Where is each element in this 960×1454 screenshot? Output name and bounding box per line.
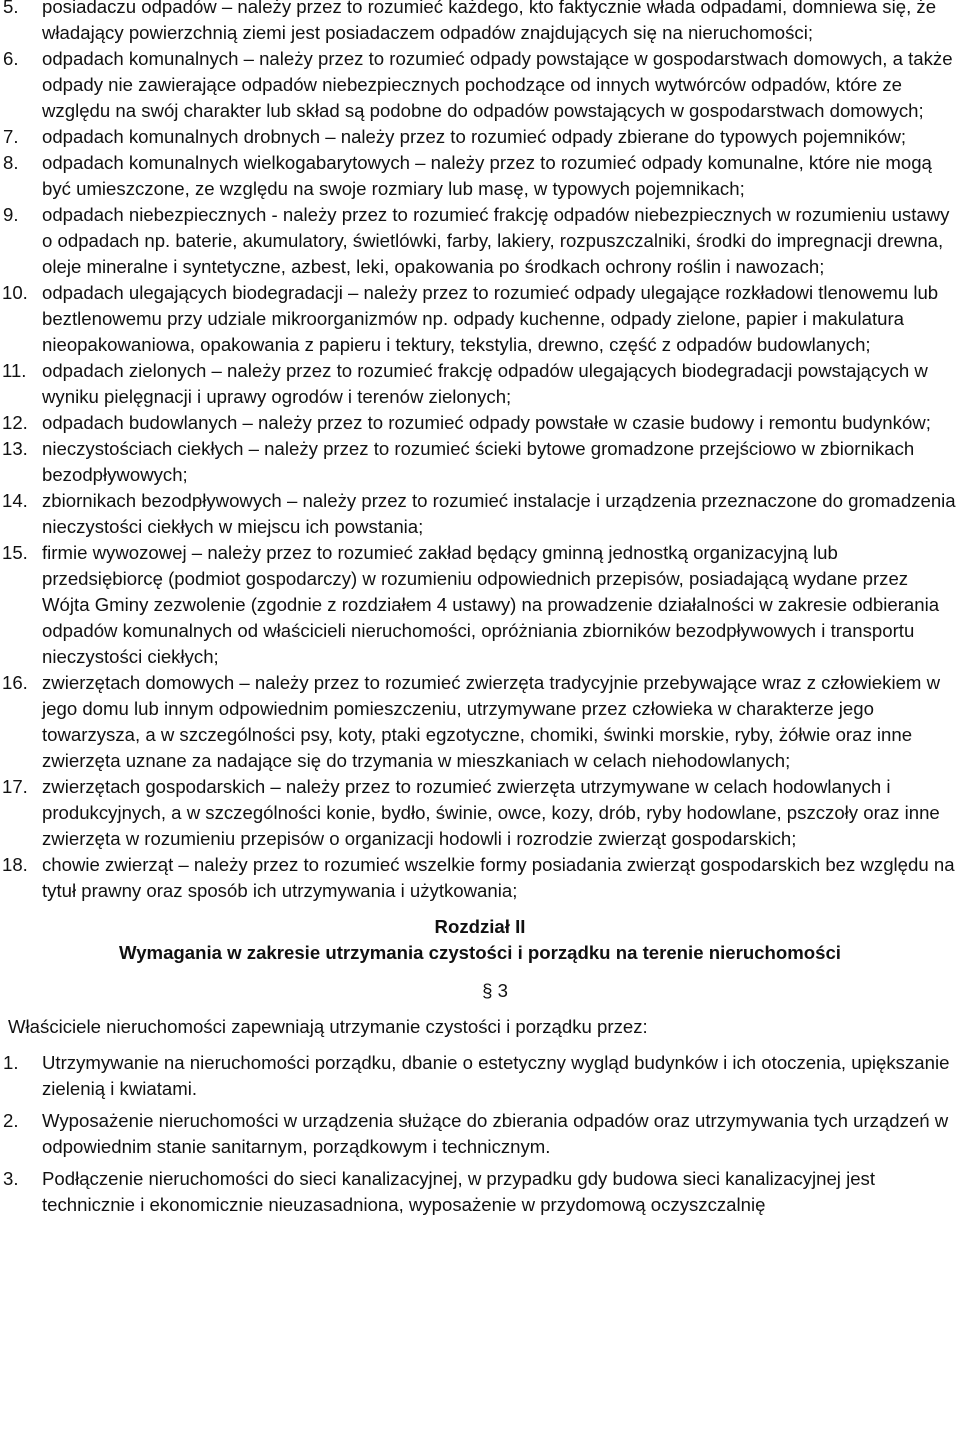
intro-sentence: Właściciele nieruchomości zapewniają utrzymanie czystości i porządku przez:	[8, 1016, 648, 1037]
item-number: 7.	[3, 126, 19, 147]
definition-item-16	[0, 670, 960, 774]
chapter-heading	[0, 914, 960, 966]
duty-item-1	[0, 1050, 960, 1102]
item-number: 9.	[3, 204, 19, 225]
item-text: zwierzętach gospodarskich – należy przez to rozumieć zwierzęta utrzymywane w celach hodowlanych i produkcyjnych, a w szczególności konie, bydło, świnie, owce, kozy, drób, ryby hodowlane, pszczoły oraz inne zwierzęta w rozumieniu przepisów o organizacji hodowli i rozrodzie zwierząt gospodarskich;	[42, 776, 940, 849]
definition-item-10	[0, 280, 960, 358]
item-text: odpadach ulegających biodegradacji – należy przez to rozumieć odpady ulegające rozkładowi tlenowemu lub beztlenowemu przy udziale mikroorganizmów np. odpady kuchenne, odpady zielone, papier i makulatura nieopakowaniowa, opakowania z papieru i tektury, tekstylia, drewno, część z odpadów budowlanych;	[42, 282, 939, 355]
item-number: 3.	[3, 1168, 19, 1189]
definition-item-12	[0, 410, 960, 436]
item-text: odpadach komunalnych drobnych – należy przez to rozumieć odpady zbierane do typowych pojemników;	[42, 126, 907, 147]
duty-item-3	[0, 1166, 960, 1218]
definition-item-13	[0, 436, 960, 488]
item-number: 18.	[2, 854, 28, 875]
item-text: odpadach komunalnych – należy przez to rozumieć odpady powstające w gospodarstwach domowych, a także odpady nie zawierające odpadów niebezpiecznych pochodzące od innych wytwórców odpadów, które ze względu na swój charakter lub skład są podobne do odpadów powstających w gospodarstwach domowych;	[42, 48, 953, 121]
item-number: 5.	[3, 0, 19, 17]
item-number: 16.	[2, 672, 28, 693]
duty-item-2	[0, 1108, 960, 1160]
item-text: odpadach niebezpiecznych - należy przez to rozumieć frakcję odpadów niebezpiecznych w rozumieniu ustawy o odpadach np. baterie, akumulatory, świetlówki, farby, lakiery, rozpuszczalniki, środki do impregnacji drewna, oleje mineralne i syntetyczne, azbest, leki, opakowania po środkach ochrony roślin i nawozach;	[42, 204, 950, 277]
item-text: Utrzymywanie na nieruchomości porządku, dbanie o estetyczny wygląd budynków i ich otoczenia, upiększanie zielenią i kwiatami.	[42, 1052, 950, 1099]
item-number: 10.	[2, 282, 28, 303]
section-sign: § 3	[482, 980, 508, 1001]
definition-item-5	[0, 0, 960, 46]
definition-item-9	[0, 202, 960, 280]
item-number: 17.	[2, 776, 28, 797]
chapter-label: Rozdział II	[434, 916, 526, 937]
definition-item-7	[0, 124, 960, 150]
item-number: 15.	[2, 542, 28, 563]
definition-item-15	[0, 540, 960, 670]
definition-item-8	[0, 150, 960, 202]
item-number: 8.	[3, 152, 19, 173]
item-text: odpadach komunalnych wielkogabarytowych – należy przez to rozumieć odpady komunalne, które nie mogą być umieszczone, ze względu na swoje rozmiary lub masę, w typowych pojemnikach;	[42, 152, 932, 199]
definition-item-11	[0, 358, 960, 410]
item-text: odpadach zielonych – należy przez to rozumieć frakcję odpadów ulegających biodegradacji powstających w wyniku pielęgnacji i uprawy ogrodów i terenów zielonych;	[42, 360, 928, 407]
item-text: firmie wywozowej – należy przez to rozumieć zakład będący gminną jednostką organizacyjną lub przedsiębiorcę (podmiot gospodarczy) w rozumieniu odpowiednich przepisów, posiadającą wydane przez Wójta Gminy zezwolenie (zgodnie z rozdziałem 4 ustawy) na prowadzenie działalności w zakresie odbierania odpadów komunalnych od właścicieli nieruchomości, opróżniania zbiorników bezodpływowych i transportu nieczystości ciekłych;	[42, 542, 940, 667]
item-text: nieczystościach ciekłych – należy przez to rozumieć ścieki bytowe gromadzone przejściowo w zbiornikach bezodpływowych;	[42, 438, 915, 485]
definition-item-14	[0, 488, 960, 540]
chapter-title: Wymagania w zakresie utrzymania czystości i porządku na terenie nieruchomości	[119, 942, 841, 963]
item-number: 12.	[2, 412, 28, 433]
item-number: 6.	[3, 48, 19, 69]
item-number: 13.	[2, 438, 28, 459]
item-text: zbiornikach bezodpływowych – należy przez to rozumieć instalacje i urządzenia przeznaczone do gromadzenia nieczystości ciekłych w miejscu ich powstania;	[42, 490, 956, 537]
item-number: 11.	[2, 360, 27, 381]
duties-list	[0, 1050, 960, 1218]
item-text: chowie zwierząt – należy przez to rozumieć wszelkie formy posiadania zwierząt gospodarskich bez względu na tytuł prawny oraz sposób ich utrzymywania i użytkowania;	[42, 854, 955, 901]
item-number: 14.	[2, 490, 28, 511]
item-text: zwierzętach domowych – należy przez to rozumieć zwierzęta tradycyjnie przebywające wraz z człowiekiem w jego domu lub innym odpowiednim pomieszczeniu, utrzymywane przez człowieka w charakterze jego towarzysza, a w szczególności psy, koty, ptaki egzotyczne, chomiki, świnki morskie, ryby, żółwie oraz inne zwierzęta uznane za nadające się do trzymania w mieszkaniach w celach niehodowlanych;	[42, 672, 940, 771]
definition-item-18	[0, 852, 960, 904]
item-number: 1.	[3, 1052, 19, 1073]
item-text: Wyposażenie nieruchomości w urządzenia służące do zbierania odpadów oraz utrzymywania tych urządzeń w odpowiednim stanie sanitarnym, porządkowym i technicznym.	[42, 1110, 949, 1157]
definition-item-6	[0, 46, 960, 124]
item-number: 2.	[3, 1110, 19, 1131]
item-text: Podłączenie nieruchomości do sieci kanalizacyjnej, w przypadku gdy budowa sieci kanalizacyjnej jest technicznie i ekonomicznie nieuzasadniona, wyposażenie w przydomową oczyszczalnię	[42, 1168, 876, 1215]
item-text: posiadaczu odpadów – należy przez to rozumieć każdego, kto faktycznie włada odpadami, domniewa się, że władający powierzchnią ziemi jest posiadaczem odpadów znajdujących się na nieruchomości;	[42, 0, 937, 43]
definition-item-17	[0, 774, 960, 852]
item-text: odpadach budowlanych – należy przez to rozumieć odpady powstałe w czasie budowy i remontu budynków;	[42, 412, 931, 433]
